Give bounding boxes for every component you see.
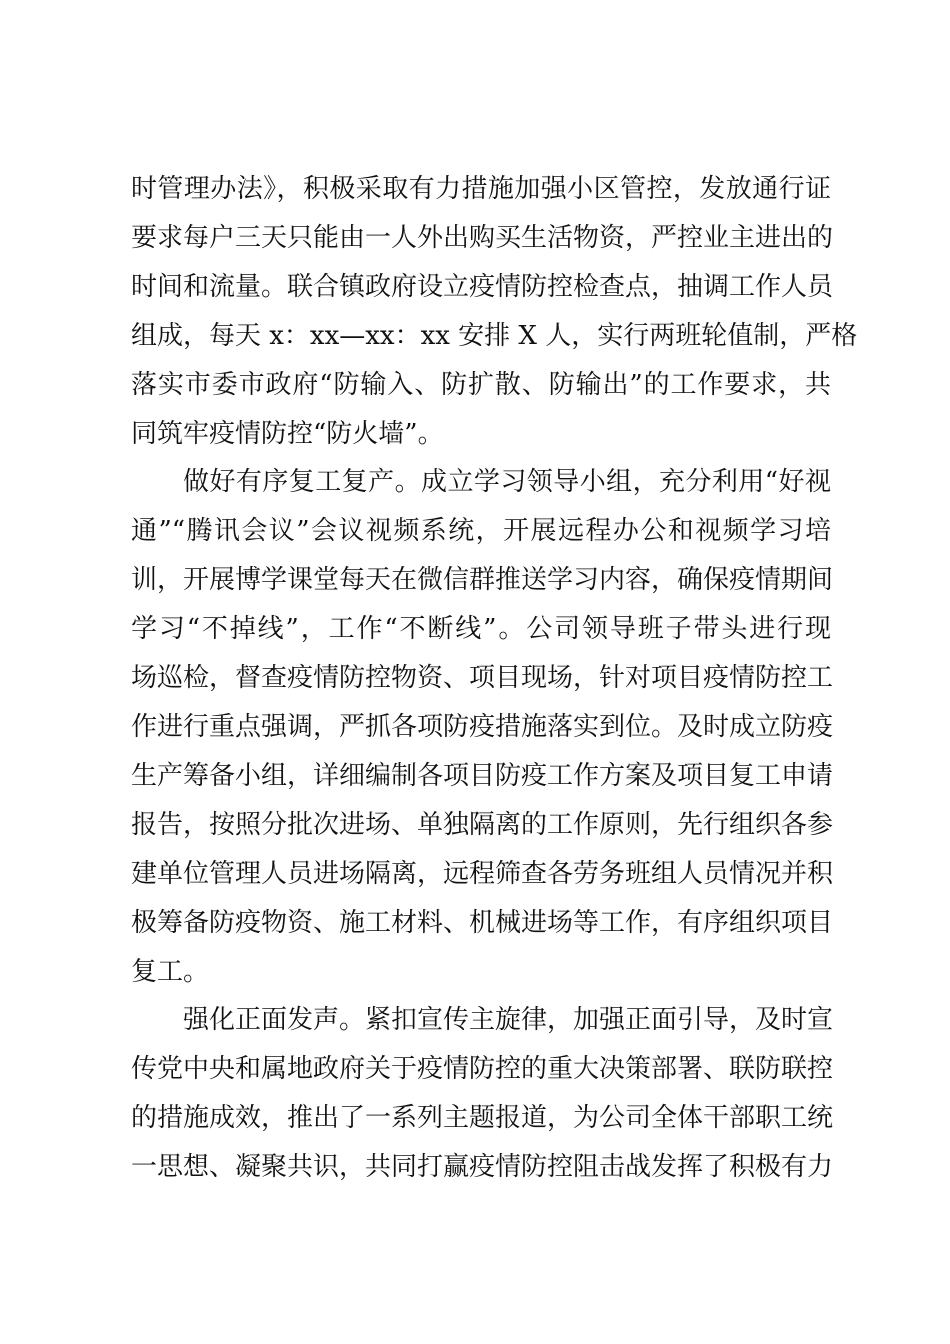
text-line: 学习“不掉线”，工作“不断线”。公司领导班子带头进行现 xyxy=(131,614,831,645)
text-line: 的措施成效，推出了一系列主题报道，为公司全体干部职工统 xyxy=(131,1103,834,1134)
paragraph-2 xyxy=(79,458,834,996)
text-line: 组成，每天 x：xx—xx：xx 安排 X 人，实行两班轮值制，严格 xyxy=(131,320,858,351)
text-line: 同筑牢疫情防控“防火墙”。 xyxy=(131,418,444,449)
text-line: 时管理办法》，积极采取有力措施加强小区管控，发放通行证 xyxy=(131,174,831,204)
text-line: 训，开展博学课堂每天在微信群推送学习内容，确保疫情期间 xyxy=(131,565,834,596)
paragraph-1 xyxy=(131,165,858,458)
text-line: 强化正面发声。紧扣宣传主旋律，加强正面引导，及时宣 xyxy=(183,1005,834,1036)
text-line: 一思想、凝聚共识，共同打赢疫情防控阻击战发挥了积极有力 xyxy=(131,1152,834,1183)
text-line: 传党中央和属地政府关于疫情防控的重大决策部署、联防联控 xyxy=(131,1054,834,1085)
document-body xyxy=(131,165,858,1192)
text-line: 要求每户三天只能由一人外出购买生活物资，严控业主进出的 xyxy=(131,222,834,253)
text-line: 极筹备防疫物资、施工材料、机械进场等工作，有序组织项目 xyxy=(131,907,834,938)
text-line: 做好有序复工复产。成立学习领导小组，充分利用“好视 xyxy=(183,467,831,498)
text-line: 报告，按照分批次进场、单独隔离的工作原则，先行组织各参 xyxy=(131,809,834,840)
text-line: 复工。 xyxy=(131,956,210,987)
text-line: 通”“腾讯会议”会议视频系统，开展远程办公和视频学习培 xyxy=(131,516,831,547)
paragraph-3 xyxy=(131,996,834,1192)
text-line: 建单位管理人员进场隔离，远程筛查各劳务班组人员情况并积 xyxy=(131,858,834,889)
text-line: 场巡检，督查疫情防控物资、项目现场，针对项目疫情防控工 xyxy=(131,663,834,694)
text-line: 作进行重点强调，严抓各项防疫措施落实到位。及时成立防疫 xyxy=(131,711,834,742)
text-line: 时间和流量。联合镇政府设立疫情防控检查点，抽调工作人员 xyxy=(131,271,834,302)
text-line: 落实市委市政府“防输入、防扩散、防输出”的工作要求，共 xyxy=(131,369,831,400)
text-line: 生产筹备小组，详细编制各项目防疫工作方案及项目复工申请 xyxy=(131,760,834,791)
